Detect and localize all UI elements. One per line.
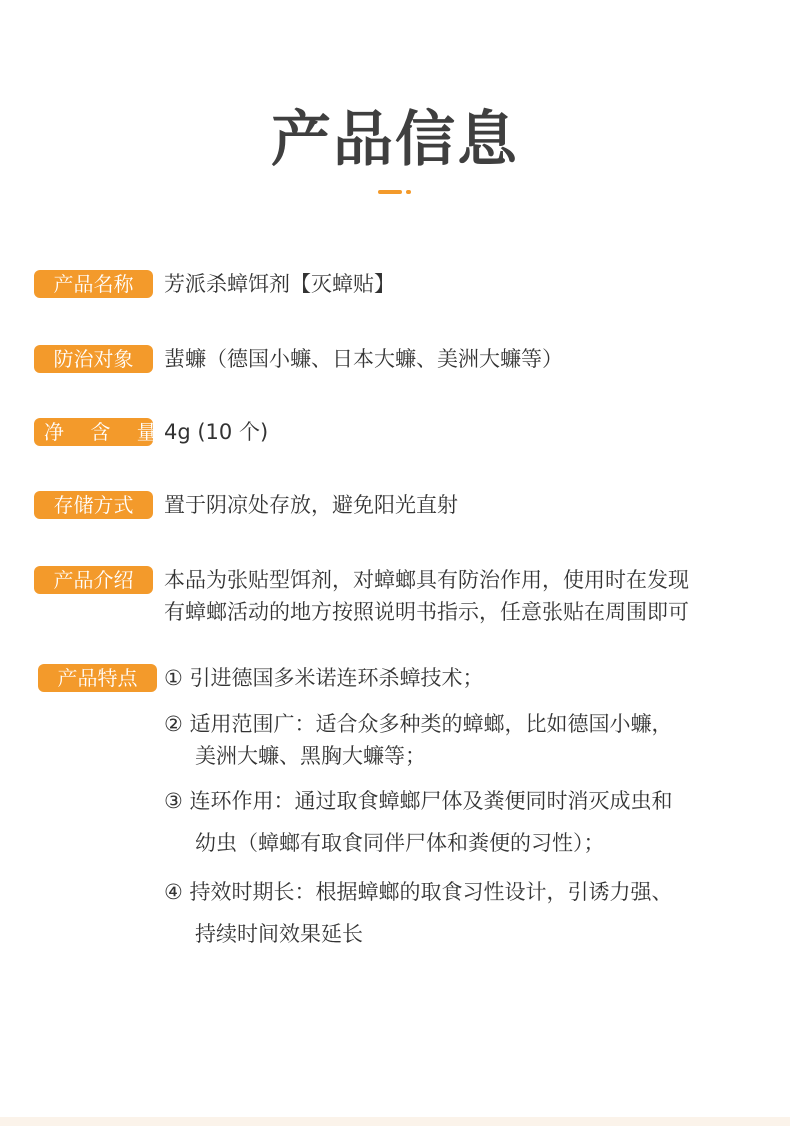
feature-line: ② 适用范围广：适合众多种类的蟑螂，比如德国小蠊，	[164, 712, 673, 736]
feature-line: ④ 持效时期长：根据蟑螂的取食习性设计，引诱力强、	[164, 880, 673, 904]
feature-line: 幼虫（蟑螂有取食同伴尸体和粪便的习性）；	[195, 831, 605, 855]
title-underline	[378, 190, 402, 194]
feature-item-3	[164, 785, 760, 859]
footer-strip	[0, 1117, 790, 1126]
intro-line: 本品为张贴型饵剂，对蟑螂具有防治作用，使用时在发现	[164, 568, 689, 592]
feature-line: ③ 连环作用：通过取食蟑螂尸体及粪便同时消灭成虫和	[164, 789, 673, 813]
feature-item-2	[164, 708, 760, 772]
label-storage: 存储方式	[34, 491, 153, 519]
value-intro	[164, 564, 760, 628]
feature-item-4	[164, 876, 760, 950]
value-net-content: 4g (10 个)	[164, 420, 269, 444]
label-target-pests: 防治对象	[34, 345, 153, 373]
value-storage: 置于阴凉处存放，避免阳光直射	[164, 493, 458, 517]
title-underline-dot	[406, 190, 411, 194]
page-title: 产品信息	[271, 105, 519, 175]
value-target-pests: 蜚蠊（德国小蠊、日本大蠊、美洲大蠊等）	[164, 347, 563, 371]
label-intro: 产品介绍	[34, 566, 153, 594]
feature-line: 美洲大蠊、黑胸大蠊等；	[195, 744, 426, 768]
feature-line: ① 引进德国多米诺连环杀蟑技术；	[164, 666, 484, 690]
label-product-name: 产品名称	[34, 270, 153, 298]
feature-line: 持续时间效果延长	[195, 922, 363, 946]
label-features: 产品特点	[38, 664, 157, 692]
intro-line: 有蟑螂活动的地方按照说明书指示，任意张贴在周围即可	[164, 600, 689, 624]
value-product-name: 芳派杀蟑饵剂【灭蟑贴】	[164, 272, 395, 296]
label-net-content: 净 含 量	[34, 418, 153, 446]
feature-item-1	[164, 662, 760, 694]
